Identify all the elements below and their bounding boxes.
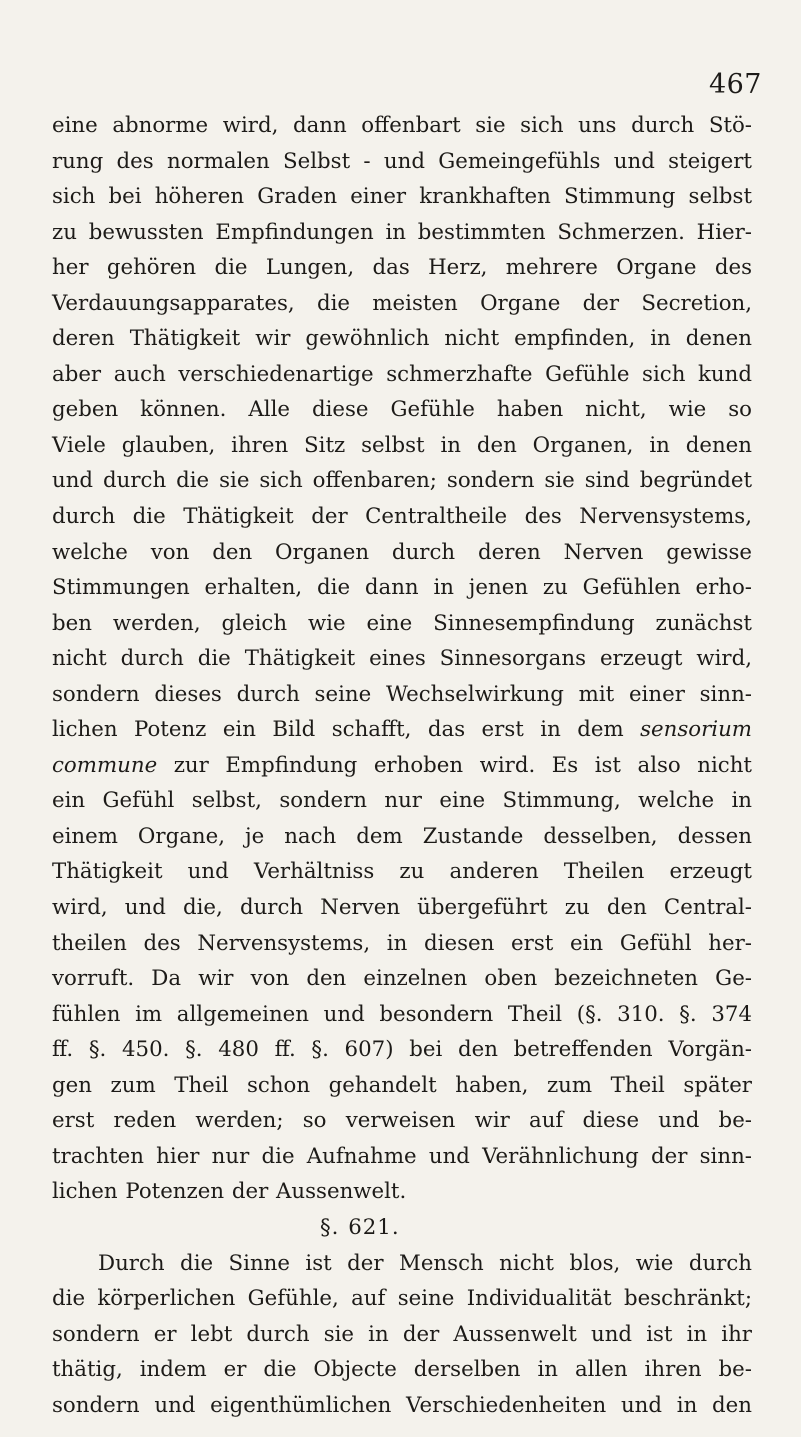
text-line: nicht durch die Thätigkeit eines Sinnesorgans erzeugt wird, — [52, 646, 752, 672]
text-line: Viele glauben, ihren Sitz selbst in den Organen, in denen — [52, 432, 752, 458]
italic-term: commune — [52, 752, 158, 778]
text-line: gen zum Theil schon gehandelt haben, zum Theil später — [52, 1072, 752, 1098]
text-line: ben werden, gleich wie eine Sinnesempfindung zunächst — [52, 610, 752, 636]
text-line: thätig, indem er die Objecte derselben in allen ihren be- — [52, 1357, 752, 1383]
body-text — [52, 108, 752, 1423]
text-line: durch die Thätigkeit der Centraltheile des Nervensystems, — [52, 504, 752, 530]
text-line-with-italic — [52, 712, 752, 748]
text-line: deren Thätigkeit wir gewöhnlich nicht empfinden, in denen — [52, 326, 752, 352]
text-line: und durch die sie sich offenbaren; sondern sie sind begründet — [52, 468, 752, 494]
text-line: Stimmungen erhalten, die dann in jenen zu Gefühlen erho- — [52, 575, 752, 601]
text-line: einem Organe, je nach dem Zustande desselben, dessen — [52, 823, 752, 849]
text-line: Thätigkeit und Verhältniss zu anderen Theilen erzeugt — [52, 859, 752, 885]
page-number: 467 — [708, 69, 762, 100]
italic-term: sensorium — [640, 717, 752, 743]
text-line: erst reden werden; so verweisen wir auf diese und be- — [52, 1108, 752, 1134]
text-line: sondern er lebt durch sie in der Aussenwelt und ist in ihr — [52, 1321, 752, 1347]
text-line: sich bei höheren Graden einer krankhaften Stimmung selbst — [52, 184, 752, 210]
text-line-with-italic — [52, 748, 752, 784]
text-line: eine abnorme wird, dann offenbart sie sich uns durch Stö- — [52, 113, 752, 138]
text-line: ff. §. 450. §. 480 ff. §. 607) bei den betreffenden Vorgän- — [52, 1037, 752, 1063]
text-line: sondern und eigenthümlichen Verschiedenheiten und in den — [52, 1392, 752, 1418]
text-line: aber auch verschiedenartige schmerzhafte Gefühle sich kund — [52, 361, 752, 387]
section-heading: §. 621. — [320, 1214, 400, 1240]
text-line: geben können. Alle diese Gefühle haben nicht, wie so — [52, 397, 752, 423]
text-line: zu bewussten Empfindungen in bestimmten Schmerzen. Hier- — [52, 219, 752, 245]
text-segment: zur Empfindung erhoben wird. Es ist also nicht — [173, 752, 752, 778]
text-line: Durch die Sinne ist der Mensch nicht blos, wie durch — [98, 1250, 752, 1276]
text-line: wird, und die, durch Nerven übergeführt zu den Central- — [52, 895, 752, 921]
text-line: sondern dieses durch seine Wechselwirkung mit einer sinn- — [52, 681, 752, 707]
text-line: die körperlichen Gefühle, auf seine Individualität beschränkt; — [52, 1286, 752, 1312]
text-line: welche von den Organen durch deren Nerven gewisse — [52, 539, 752, 565]
text-line: fühlen im allgemeinen und besondern Theil (§. 310. §. 374 — [52, 1001, 752, 1027]
text-line: rung des normalen Selbst - und Gemeingefühls und steigert — [52, 148, 752, 174]
text-segment: lichen Potenz ein Bild schafft, das erst in dem — [52, 717, 624, 743]
text-line: theilen des Nervensystems, in diesen erst ein Gefühl her- — [52, 930, 752, 956]
text-line: lichen Potenzen der Aussenwelt. — [52, 1179, 407, 1205]
text-line: her gehören die Lungen, das Herz, mehrere Organe des — [52, 255, 752, 281]
text-line: Verdauungsapparates, die meisten Organe der Secretion, — [52, 290, 752, 316]
text-line: ein Gefühl selbst, sondern nur eine Stimmung, welche in — [52, 788, 752, 814]
text-line: trachten hier nur die Aufnahme und Verähnlichung der sinn- — [52, 1143, 752, 1169]
text-line: vorruft. Da wir von den einzelnen oben bezeichneten Ge- — [52, 966, 752, 992]
